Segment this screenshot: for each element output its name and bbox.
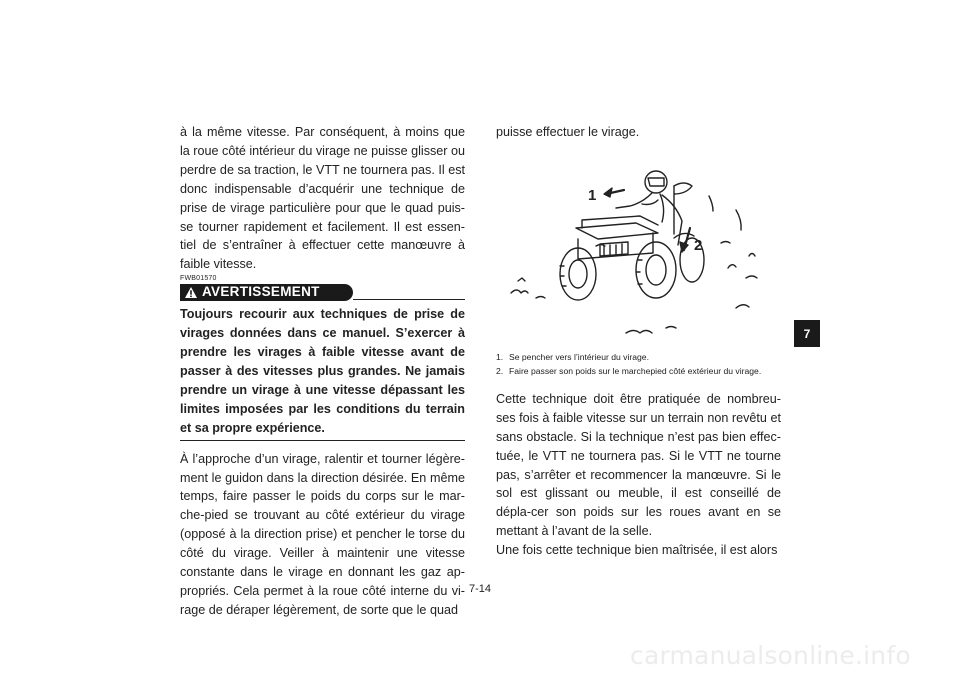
left-column <box>180 123 465 620</box>
caption-number: 2. <box>496 366 504 377</box>
watermark: carmanualsonline.info <box>630 641 911 670</box>
intro-paragraph: à la même vitesse. Par conséquent, à moins que la roue côté intérieur du virage ne puisse glisser ou perdre de sa traction, le VTT ne tournera pas. Il est donc indispensable d’acquérir une technique de prise de virage particulière pour que le quad puis-se tourner rapidement et facilement. Il est essen-tiel de s’entraîner à effectuer cette manœuvre à faible vitesse. <box>180 125 465 272</box>
body-paragraph: À l’approche d’un virage, ralentir et tourner légère-ment le guidon dans la direction désirée. En même temps, faire passer le poids du corps sur le mar-che-pied se trouvant au côté extérieur du virage (opposé à la direction prise) et pencher le torse du côté du virage. Veiller à maintenir une vitesse constante dans le virage en donnant les gaz ap-propriés. Cela permet à la roue côté interne du vi-rage de déraper légèrement, de sorte que le quad <box>180 451 465 617</box>
caption-text: Faire passer son poids sur le marchepied côté extérieur du virage. <box>509 366 762 377</box>
atv-rider-drawing <box>496 148 781 342</box>
warning-badge <box>180 284 353 301</box>
caption-number: 1. <box>496 351 504 362</box>
caption-item <box>496 366 781 378</box>
warning-text: Toujours recourir aux techniques de prise de virages données dans ce manuel. S’exercer à prendre les virages à faible vitesse avant de passer à des vitesses plus grandes. Ne jamais prendre un virage à une vitesse dépassant les limites imposées par les conditions du terrain et sa propre expérience. <box>180 305 465 440</box>
right-column <box>496 123 781 560</box>
illustration-label-2: 2 <box>694 236 703 254</box>
warning-header <box>180 284 465 301</box>
caption-text: Se pencher vers l’intérieur du virage. <box>509 351 649 362</box>
page-number: 7-14 <box>468 583 492 595</box>
atv-illustration <box>496 148 781 342</box>
warning-label: AVERTISSEMENT <box>202 284 320 300</box>
illustration-label-1: 1 <box>588 186 597 204</box>
warning-rule <box>353 299 465 300</box>
chapter-tab: 7 <box>794 320 820 347</box>
body-paragraph-right: Cette technique doit être pratiquée de nombreu-ses fois à faible vitesse sur un terrain non revêtu et sans obstacle. Si la technique n’est pas bien effec-tuée, le VTT ne tournera pas. Si le VTT ne tourne pas, s’arrêter et recommencer la manœuvre. Si le sol est glissant ou meuble, il est conseillé de dépla-cer son poids sur les roues avant en se mettant à l’avant de la selle. <box>496 391 781 539</box>
warning-triangle-icon <box>180 284 202 301</box>
body-last-line: Une fois cette technique bien maîtrisée, il est alors <box>496 543 778 558</box>
intro-line: puisse effectuer le virage. <box>496 125 640 139</box>
caption-item <box>496 352 781 364</box>
warning-code: FWB01570 <box>180 275 217 283</box>
caption-list <box>496 352 781 378</box>
